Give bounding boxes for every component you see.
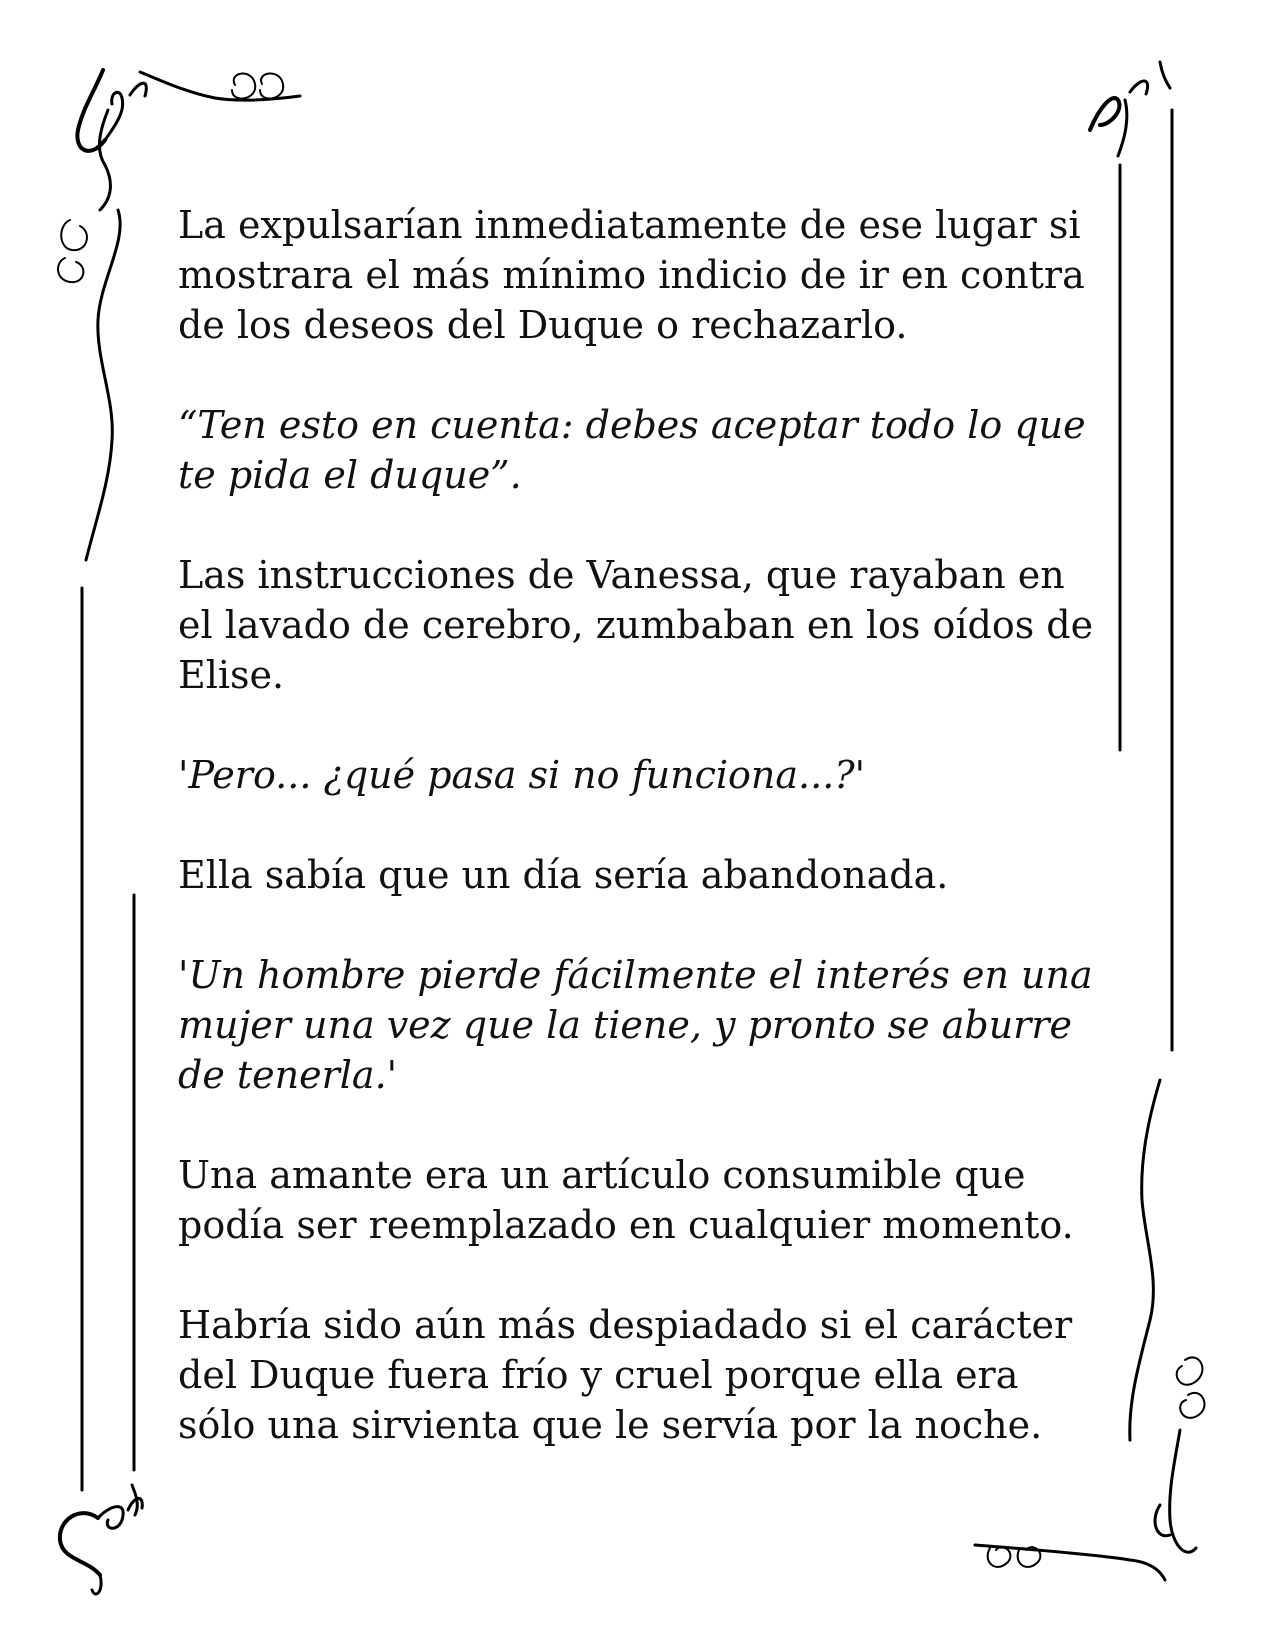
- paragraph-1: La expulsarían inmediatamente de ese lugar si mostrara el más mínimo indicio de ir en contra de los deseos del Duque o rechazarlo.: [178, 203, 1085, 347]
- bottom-left-flourish-icon: [60, 1485, 142, 1594]
- paragraph-7: Una amante era un artículo consumible que podía ser reemplazado en cualquier momento.: [178, 1153, 1074, 1247]
- paragraph-6-italic-thought: 'Un hombre pierde fácilmente el interés en una mujer una vez que la tiene, y pronto se aburre de tenerla.': [178, 953, 1093, 1097]
- body-text: [178, 200, 1098, 1500]
- top-right-flourish-icon: [1090, 62, 1170, 156]
- paragraph-2-italic-quote: “Ten esto en cuenta: debes aceptar todo lo que te pida el duque”.: [178, 403, 1086, 497]
- paragraph-3: Las instrucciones de Vanessa, que rayaban en el lavado de cerebro, zumbaban en los oídos de Elise.: [178, 553, 1094, 697]
- paragraph-5: Ella sabía que un día sería abandonada.: [178, 853, 949, 897]
- paragraph-8: Habría sido aún más despiadado si el carácter del Duque fuera frío y cruel porque ella era sólo una sirvienta que le servía por la noche.: [178, 1303, 1073, 1447]
- paragraph-4-italic-thought: 'Pero... ¿qué pasa si no funciona...?': [178, 753, 866, 797]
